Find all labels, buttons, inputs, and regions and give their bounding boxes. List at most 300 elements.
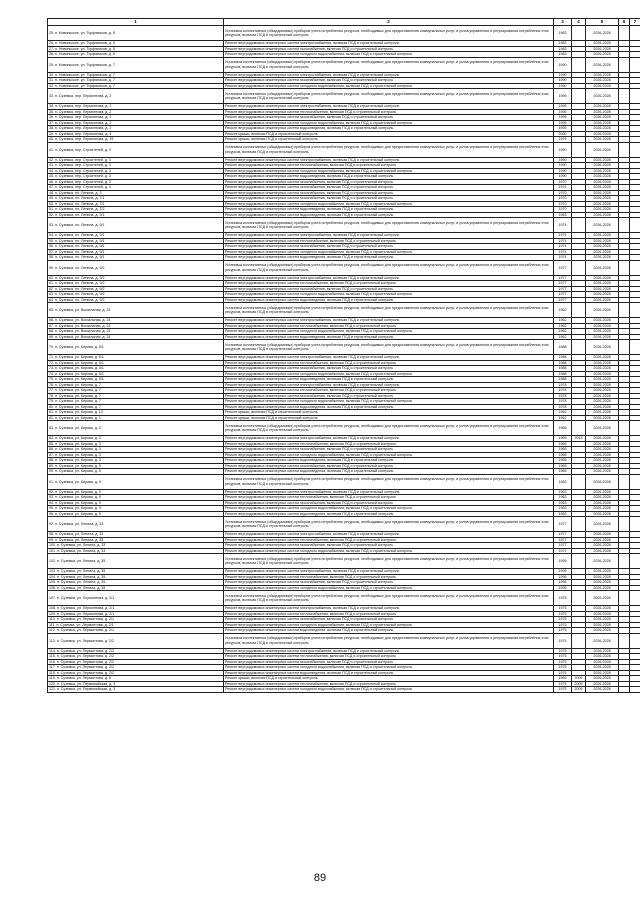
work-type-cell: Ремонт внутридомовых инженерных систем газоснабжения, включая ПСД и строительный контроль bbox=[224, 46, 554, 52]
empty-cell bbox=[630, 687, 640, 693]
work-type-cell: Ремонт внутридомовых инженерных систем электроснабжения, включая ПСД и строительный контроль bbox=[224, 606, 554, 612]
work-type-cell: Ремонт внутридомовых инженерных систем теплоснабжения, включая ПСД и строительный контроль bbox=[224, 441, 554, 447]
year-cell: 1975 bbox=[554, 606, 572, 612]
column-number: 2 bbox=[224, 19, 554, 26]
address-cell: 44. п. Суземка, пер. Строителей, д. 3 bbox=[48, 168, 224, 174]
address-cell: 34. п. Суземка, пер. Лермонтова, д. 2 bbox=[48, 104, 224, 110]
period-cell: 2026-2028 bbox=[586, 469, 619, 475]
address-cell: 27. п. Новиньское, ул. Торфяников, д. 5 bbox=[48, 46, 224, 52]
work-type-cell: Ремонт внутридомовых инженерных систем водоотведения, включая ПСД и строительный контроль bbox=[224, 334, 554, 340]
period-cell: 2026-2028 bbox=[586, 500, 619, 506]
period-cell: 2026-2028 bbox=[586, 659, 619, 665]
year-cell: 1995 bbox=[554, 580, 572, 586]
period-cell: 2026-2028 bbox=[586, 628, 619, 634]
address-cell: 28. п. Новиньское, ул. Торфяников, д. 5 bbox=[48, 52, 224, 58]
year-cell: 1970 bbox=[554, 196, 572, 202]
year-cell: 1974 bbox=[554, 244, 572, 250]
address-cell: 79. п. Суземка, ул. Кирова, д. 7 bbox=[48, 399, 224, 405]
work-type-cell: Ремонт внутридомовых инженерных систем электроснабжения, включая ПСД и строительный контроль bbox=[224, 72, 554, 78]
empty-cell bbox=[630, 218, 640, 233]
year-cell: 1974 bbox=[554, 233, 572, 239]
period-cell: 2026-2028 bbox=[586, 275, 619, 281]
column-number: 4 bbox=[572, 19, 586, 26]
empty-cell bbox=[630, 26, 640, 41]
year-cell: 1978 bbox=[554, 393, 572, 399]
address-cell: 69. п. Суземка, ул. Вокзальная, д. 24 bbox=[48, 334, 224, 340]
empty-cell bbox=[619, 554, 630, 569]
year-cell: 1975 bbox=[554, 611, 572, 617]
period-cell: 2026-2028 bbox=[586, 580, 619, 586]
period-cell: 2026-2028 bbox=[586, 46, 619, 52]
address-cell: 96. п. Суземка, ул. Кирова, д. 9 bbox=[48, 511, 224, 517]
empty-cell bbox=[630, 517, 640, 532]
address-cell: 89. п. Суземка, ул. Кирова, д. 5 bbox=[48, 463, 224, 469]
extra-year-cell bbox=[572, 26, 586, 41]
period-cell: 2026-2028 bbox=[586, 201, 619, 207]
period-cell: 2026-2028 bbox=[586, 489, 619, 495]
year-cell: 1963 bbox=[554, 474, 572, 489]
year-cell: 1975 bbox=[554, 628, 572, 634]
work-type-cell: Ремонт внутридомовых инженерных систем водоотведения, включая ПСД и строительный контроль bbox=[224, 207, 554, 213]
empty-cell bbox=[619, 633, 630, 648]
year-cell: 1963 bbox=[554, 489, 572, 495]
period-cell: 2026-2028 bbox=[586, 441, 619, 447]
period-cell: 2026-2028 bbox=[586, 377, 619, 383]
page-number: 89 bbox=[313, 872, 327, 884]
work-type-cell: Ремонт внутридомовых инженерных систем газоснабжения, включая ПСД и строительный контроль bbox=[224, 393, 554, 399]
extra-year-cell bbox=[572, 421, 586, 436]
work-type-cell: Ремонт внутридомовых инженерных систем холодного водоснабжения, включая ПСД и строительный контроль bbox=[224, 120, 554, 126]
address-cell: 76. п. Суземка, ул. Кирова, д. 7 bbox=[48, 382, 224, 388]
period-cell: 2026-2028 bbox=[586, 543, 619, 549]
empty-cell bbox=[630, 260, 640, 275]
period-cell: 2026-2028 bbox=[586, 323, 619, 329]
year-cell: 1990 bbox=[554, 142, 572, 157]
extra-year-cell bbox=[572, 57, 586, 72]
address-cell: 51. п. Суземка, пл. Ленина, д. 7/2 bbox=[48, 207, 224, 213]
column-number: 7 bbox=[630, 19, 640, 26]
period-cell: 2026-2028 bbox=[586, 537, 619, 543]
period-cell: 2026-2028 bbox=[586, 260, 619, 275]
year-cell: 1963 bbox=[554, 506, 572, 512]
work-type-cell: Ремонт внутридомовых инженерных систем водоотведения, включая ПСД и строительный контроль bbox=[224, 511, 554, 517]
period-cell: 2026-2028 bbox=[586, 334, 619, 340]
address-cell: 65. п. Суземка, ул. Вокзальная, д. 24 bbox=[48, 303, 224, 318]
year-cell: 1975 bbox=[554, 687, 572, 693]
period-cell: 2026-2028 bbox=[586, 421, 619, 436]
address-cell: 52. п. Суземка, пл. Ленина, д. 9/1 bbox=[48, 212, 224, 218]
work-type-cell: Ремонт внутридомовых инженерных систем водоотведения, включая ПСД и строительный контроль bbox=[224, 297, 554, 303]
empty-cell bbox=[619, 260, 630, 275]
empty-cell bbox=[619, 340, 630, 355]
year-cell: 1965 bbox=[554, 458, 572, 464]
work-type-cell: Ремонт внутридомовых инженерных систем электроснабжения, включая ПСД и строительный контроль bbox=[224, 489, 554, 495]
empty-cell bbox=[630, 57, 640, 72]
address-cell: 118. п. Суземка, ул. Лермонтова, д. 2/2 bbox=[48, 670, 224, 676]
work-type-cell: Ремонт внутридомовых инженерных систем электроснабжения, включая ПСД и строительный контроль bbox=[224, 355, 554, 361]
year-cell: 1962 bbox=[554, 334, 572, 340]
address-cell: 106. п. Суземка, ул. Ленина, д. 35 bbox=[48, 585, 224, 591]
year-cell: 1969 bbox=[554, 676, 572, 682]
year-cell: 1995 bbox=[554, 120, 572, 126]
table-row bbox=[48, 633, 640, 648]
work-type-cell: Ремонт внутридомовых инженерных систем электроснабжения, включая ПСД и строительный контроль bbox=[224, 648, 554, 654]
work-type-cell: Ремонт внутридомовых инженерных систем холодного водоснабжения, включая ПСД и строительный контроль bbox=[224, 585, 554, 591]
period-cell: 2026-2028 bbox=[586, 52, 619, 58]
work-type-cell: Ремонт внутридомовых инженерных систем теплоснабжения, включая ПСД и строительный контроль bbox=[224, 238, 554, 244]
period-cell: 2026-2028 bbox=[586, 393, 619, 399]
address-cell: 39. п. Суземка, пер. Лермонтова, д. 4 bbox=[48, 131, 224, 137]
empty-cell bbox=[619, 303, 630, 318]
work-type-cell: Ремонт внутридомовых инженерных систем электроснабжения, включая ПСД и строительный контроль bbox=[224, 157, 554, 163]
work-type-cell: Ремонт внутридомовых инженерных систем холодного водоснабжения, включая ПСД и строительный контроль bbox=[224, 292, 554, 298]
year-cell: 1962 bbox=[554, 318, 572, 324]
address-cell: 97. п. Суземка, ул. Ленина, д. 33 bbox=[48, 517, 224, 532]
extra-year-cell: 2009 bbox=[572, 676, 586, 682]
period-cell: 2026-2028 bbox=[586, 463, 619, 469]
work-type-cell: Ремонт внутридомовых инженерных систем водоотведения, включая ПСД и строительный контроль bbox=[224, 174, 554, 180]
work-type-cell: Ремонт внутридомовых инженерных систем холодного водоснабжения, включая ПСД и строительный контроль bbox=[224, 452, 554, 458]
period-cell: 2026-2028 bbox=[586, 126, 619, 132]
work-type-cell: Ремонт крыши, включая ПСД и строительный контроль bbox=[224, 410, 554, 416]
address-cell: 107. п. Суземка, ул. Лермонтова, д. 2/1 bbox=[48, 591, 224, 606]
period-cell: 2026-2028 bbox=[586, 26, 619, 41]
work-type-cell: Установка коллективных (общедомовых) приборов учета потребления ресурсов, необходимых для предоставления коммунальных услуг, и узлов управления и регулирования потребления этих ресурсов, включая ПСД и строительный контроль bbox=[224, 57, 554, 72]
table-row bbox=[48, 687, 640, 693]
year-cell: 1988 bbox=[554, 355, 572, 361]
year-cell: 1978 bbox=[554, 399, 572, 405]
year-cell: 1953 bbox=[554, 212, 572, 218]
year-cell: 1975 bbox=[554, 648, 572, 654]
empty-cell bbox=[619, 142, 630, 157]
address-cell: 90. п. Суземка, ул. Кирова, д. 5 bbox=[48, 469, 224, 475]
year-cell: 1977 bbox=[554, 292, 572, 298]
address-cell: 104. п. Суземка, ул. Ленина, д. 35 bbox=[48, 574, 224, 580]
work-type-cell: Установка коллективных (общедомовых) приборов учета потребления ресурсов, необходимых для предоставления коммунальных услуг, и узлов управления и регулирования потребления этих ресурсов, включая ПСД и строительный контроль bbox=[224, 89, 554, 104]
work-type-cell: Ремонт внутридомовых инженерных систем холодного водоснабжения, включая ПСД и строительный контроль bbox=[224, 399, 554, 405]
year-cell: 1974 bbox=[554, 249, 572, 255]
table-row bbox=[48, 260, 640, 275]
table-body bbox=[48, 19, 640, 693]
work-type-cell: Установка коллективных (общедомовых) приборов учета потребления ресурсов, необходимых для предоставления коммунальных услуг, и узлов управления и регулирования потребления этих ресурсов, включая ПСД и строительный контроль bbox=[224, 554, 554, 569]
year-cell: 1977 bbox=[554, 275, 572, 281]
period-cell: 2026-2028 bbox=[586, 179, 619, 185]
address-cell: 36. п. Суземка, пер. Лермонтова, д. 2 bbox=[48, 115, 224, 121]
table-row bbox=[48, 89, 640, 104]
work-type-cell: Установка коллективных (общедомовых) приборов учета потребления ресурсов, необходимых для предоставления коммунальных услуг, и узлов управления и регулирования потребления этих ресурсов, включая ПСД и строительный контроль bbox=[224, 26, 554, 41]
address-cell: 80. п. Суземка, ул. Кирова, д. 7 bbox=[48, 404, 224, 410]
address-cell: 88. п. Суземка, ул. Кирова, д. 3 bbox=[48, 458, 224, 464]
work-type-cell: Ремонт внутридомовых инженерных систем газоснабжения, включая ПСД и строительный контроль bbox=[224, 659, 554, 665]
work-type-cell: Ремонт внутридомовых инженерных систем теплоснабжения, включая ПСД и строительный контроль bbox=[224, 537, 554, 543]
year-cell: 1983 bbox=[554, 52, 572, 58]
year-cell: 1965 bbox=[554, 452, 572, 458]
work-type-cell: Ремонт внутридомовых инженерных систем холодного водоснабжения, включая ПСД и строительный контроль bbox=[224, 665, 554, 671]
address-cell: 116. п. Суземка, ул. Лермонтова, д. 2/2 bbox=[48, 659, 224, 665]
year-cell: 1975 bbox=[554, 681, 572, 687]
year-cell: 1978 bbox=[554, 404, 572, 410]
empty-cell bbox=[630, 89, 640, 104]
period-cell: 2026-2028 bbox=[586, 532, 619, 538]
extra-year-cell: 2015 bbox=[572, 436, 586, 442]
extra-year-cell bbox=[572, 340, 586, 355]
work-type-cell: Ремонт внутридомовых инженерных систем водоотведения, включая ПСД и строительный контроль bbox=[224, 469, 554, 475]
extra-year-cell bbox=[572, 517, 586, 532]
empty-cell bbox=[619, 517, 630, 532]
address-cell: 81. п. Суземка, ул. Кирова, д. 13 bbox=[48, 410, 224, 416]
extra-year-cell bbox=[572, 633, 586, 648]
address-cell: 87. п. Суземка, ул. Кирова, д. 3 bbox=[48, 452, 224, 458]
period-cell: 2026-2028 bbox=[586, 131, 619, 137]
year-cell: 1978 bbox=[554, 388, 572, 394]
year-cell: 1995 bbox=[554, 126, 572, 132]
address-cell: 105. п. Суземка, ул. Ленина, д. 35 bbox=[48, 580, 224, 586]
address-cell: 30. п. Новиньское, ул. Торфяников, д. 7 bbox=[48, 72, 224, 78]
work-type-cell: Установка коллективных (общедомовых) приборов учета потребления ресурсов, необходимых для предоставления коммунальных услуг, и узлов управления и регулирования потребления этих ресурсов, включая ПСД и строительный контроль bbox=[224, 260, 554, 275]
year-cell: 1978 bbox=[554, 382, 572, 388]
period-cell: 2026-2028 bbox=[586, 458, 619, 464]
year-cell: 1990 bbox=[554, 72, 572, 78]
period-cell: 2026-2028 bbox=[586, 676, 619, 682]
address-cell: 84. п. Суземка, ул. Кирова, д. 3 bbox=[48, 436, 224, 442]
table-row bbox=[48, 26, 640, 41]
year-cell: 1977 bbox=[554, 286, 572, 292]
extra-year-cell: 2009 bbox=[572, 687, 586, 693]
address-cell: 70. п. Суземка, ул. Кирова, д. 5/1 bbox=[48, 340, 224, 355]
year-cell: 1988 bbox=[554, 377, 572, 383]
address-cell: 78. п. Суземка, ул. Кирова, д. 7 bbox=[48, 393, 224, 399]
year-cell: 1962 bbox=[554, 329, 572, 335]
period-cell: 2026-2028 bbox=[586, 648, 619, 654]
period-cell: 2026-2028 bbox=[586, 190, 619, 196]
year-cell: 1974 bbox=[554, 238, 572, 244]
period-cell: 2026-2028 bbox=[586, 404, 619, 410]
work-type-cell: Ремонт внутридомовых инженерных систем водоотведения, включая ПСД и строительный контроль bbox=[224, 126, 554, 132]
year-cell: 1988 bbox=[554, 366, 572, 372]
work-type-cell: Ремонт внутридомовых инженерных систем водоотведения, включая ПСД и строительный контроль bbox=[224, 404, 554, 410]
work-type-cell: Ремонт внутридомовых инженерных систем газоснабжения, включая ПСД и строительный контроль bbox=[224, 244, 554, 250]
work-type-cell: Ремонт внутридомовых инженерных систем электроснабжения, включая ПСД и строительный контроль bbox=[224, 436, 554, 442]
year-cell: 1975 bbox=[554, 654, 572, 660]
table-row bbox=[48, 142, 640, 157]
period-cell: 2026-2028 bbox=[586, 633, 619, 648]
address-cell: 61. п. Суземка, пл. Ленина, д. 9/2 bbox=[48, 281, 224, 287]
work-type-cell: Ремонт внутридомовых инженерных систем газоснабжения, включая ПСД и строительный контроль bbox=[224, 185, 554, 191]
year-cell: 1995 bbox=[554, 104, 572, 110]
year-cell: 1995 bbox=[554, 569, 572, 575]
address-cell: 47. п. Суземка, пер. Строителей, д. 4 bbox=[48, 185, 224, 191]
year-cell: 1995 bbox=[554, 109, 572, 115]
year-cell: 1990 bbox=[554, 174, 572, 180]
column-number: 6 bbox=[619, 19, 630, 26]
year-cell: 1962 bbox=[554, 323, 572, 329]
work-type-cell: Ремонт внутридомовых инженерных систем холодного водоснабжения, включая ПСД и строительный контроль bbox=[224, 249, 554, 255]
column-number-row bbox=[48, 19, 640, 26]
address-cell: 32. п. Новиньское, ул. Торфяников, д. 7 bbox=[48, 83, 224, 89]
work-type-cell: Установка коллективных (общедомовых) приборов учета потребления ресурсов, необходимых для предоставления коммунальных услуг, и узлов управления и регулирования потребления этих ресурсов, включая ПСД и строительный контроль bbox=[224, 340, 554, 355]
period-cell: 2026-2028 bbox=[586, 670, 619, 676]
address-cell: 29. п. Новиньское, ул. Торфяников, д. 7 bbox=[48, 57, 224, 72]
year-cell: 1979 bbox=[554, 137, 572, 143]
period-cell: 2026-2028 bbox=[586, 249, 619, 255]
address-cell: 64. п. Суземка, пл. Ленина, д. 9/2 bbox=[48, 297, 224, 303]
year-cell: 1977 bbox=[554, 297, 572, 303]
empty-cell bbox=[619, 57, 630, 72]
column-number: 5 bbox=[586, 19, 619, 26]
period-cell: 2026-2028 bbox=[586, 511, 619, 517]
work-type-cell: Ремонт внутридомовых инженерных систем газоснабжения, включая ПСД и строительный контроль bbox=[224, 366, 554, 372]
address-cell: 38. п. Суземка, пер. Лермонтова, д. 2 bbox=[48, 126, 224, 132]
work-type-cell: Ремонт внутридомовых инженерных систем водоотведения, включая ПСД и строительный контроль bbox=[224, 212, 554, 218]
work-type-cell: Ремонт внутридомовых инженерных систем газоснабжения, включая ПСД и строительный контроль bbox=[224, 78, 554, 84]
address-cell: 100. п. Суземка, ул. Ленина, д. 33 bbox=[48, 543, 224, 549]
address-cell: 46. п. Суземка, пер. Строителей, д. 3 bbox=[48, 179, 224, 185]
year-cell: 1963 bbox=[554, 500, 572, 506]
period-cell: 2026-2028 bbox=[586, 569, 619, 575]
address-cell: 45. п. Суземка, пер. Строителей, д. 3 bbox=[48, 174, 224, 180]
year-cell: 1965 bbox=[554, 436, 572, 442]
period-cell: 2026-2028 bbox=[586, 286, 619, 292]
work-type-cell: Ремонт внутридомовых инженерных систем водоотведения, включая ПСД и строительный контроль bbox=[224, 255, 554, 261]
work-type-cell: Ремонт внутридомовых инженерных систем теплоснабжения, включая ПСД и строительный контроль bbox=[224, 574, 554, 580]
period-cell: 2026-2028 bbox=[586, 585, 619, 591]
period-cell: 2026-2028 bbox=[586, 78, 619, 84]
year-cell: 1975 bbox=[554, 665, 572, 671]
extra-year-cell bbox=[572, 260, 586, 275]
year-cell: 1965 bbox=[554, 441, 572, 447]
address-cell: 60. п. Суземка, пл. Ленина, д. 9/2 bbox=[48, 275, 224, 281]
table-row bbox=[48, 421, 640, 436]
address-cell: 86. п. Суземка, ул. Кирова, д. 3 bbox=[48, 447, 224, 453]
period-cell: 2026-2028 bbox=[586, 281, 619, 287]
work-type-cell: Ремонт крыши, включая ПСД и строительный контроль bbox=[224, 131, 554, 137]
address-cell: 85. п. Суземка, ул. Кирова, д. 3 bbox=[48, 441, 224, 447]
work-type-cell: Ремонт внутридомовых инженерных систем водоотведения, включая ПСД и строительный контроль bbox=[224, 458, 554, 464]
year-cell: 1995 bbox=[554, 554, 572, 569]
year-cell: 1977 bbox=[554, 543, 572, 549]
address-cell: 42. п. Суземка, пер. Строителей, д. 3 bbox=[48, 157, 224, 163]
table-row bbox=[48, 57, 640, 72]
work-type-cell: Ремонт внутридомовых инженерных систем холодного водоснабжения, включая ПСД и строительный контроль bbox=[224, 201, 554, 207]
address-cell: 75. п. Суземка, ул. Кирова, д. 5/1 bbox=[48, 377, 224, 383]
year-cell: 1970 bbox=[554, 201, 572, 207]
period-cell: 2026-2028 bbox=[586, 474, 619, 489]
address-cell: 101. п. Суземка, ул. Ленина, д. 33 bbox=[48, 548, 224, 554]
address-cell: 83. п. Суземка, ул. Кирова, д. 3 bbox=[48, 421, 224, 436]
period-cell: 2026-2028 bbox=[586, 517, 619, 532]
work-type-cell: Ремонт внутридомовых инженерных систем электроснабжения, включая ПСД и строительный контроль bbox=[224, 532, 554, 538]
address-cell: 115. п. Суземка, ул. Лермонтова, д. 2/2 bbox=[48, 654, 224, 660]
year-cell: 1965 bbox=[554, 421, 572, 436]
address-cell: 62. п. Суземка, пл. Ленина, д. 9/2 bbox=[48, 286, 224, 292]
work-type-cell: Ремонт внутридомовых инженерных систем газоснабжения, включая ПСД и строительный контроль bbox=[224, 115, 554, 121]
table-row bbox=[48, 591, 640, 606]
address-cell: 112. п. Суземка, ул. Лермонтова, д. 2/1 bbox=[48, 628, 224, 634]
work-type-cell: Ремонт внутридомовых инженерных систем теплоснабжения, включая ПСД и строительный контроль bbox=[224, 611, 554, 617]
period-cell: 2026-2028 bbox=[586, 89, 619, 104]
work-type-cell: Ремонт внутридомовых инженерных систем электроснабжения, включая ПСД и строительный контроль bbox=[224, 104, 554, 110]
year-cell: 1975 bbox=[554, 622, 572, 628]
work-type-cell: Ремонт внутридомовых инженерных систем электроснабжения, включая ПСД и строительный контроль bbox=[224, 41, 554, 47]
work-type-cell: Установка коллективных (общедомовых) приборов учета потребления ресурсов, необходимых для предоставления коммунальных услуг, и узлов управления и регулирования потребления этих ресурсов, включая ПСД и строительный контроль bbox=[224, 421, 554, 436]
work-type-cell: Ремонт внутридомовых инженерных систем холодного водоснабжения, включая ПСД и строительный контроль bbox=[224, 548, 554, 554]
year-cell: 1974 bbox=[554, 185, 572, 191]
empty-cell bbox=[619, 218, 630, 233]
extra-year-cell bbox=[572, 218, 586, 233]
work-type-cell: Ремонт внутридомовых инженерных систем теплоснабжения, включая ПСД и строительный контроль bbox=[224, 388, 554, 394]
address-cell: 108. п. Суземка, ул. Лермонтова, д. 2/1 bbox=[48, 606, 224, 612]
period-cell: 2026-2028 bbox=[586, 382, 619, 388]
period-cell: 2026-2028 bbox=[586, 168, 619, 174]
period-cell: 2026-2028 bbox=[586, 174, 619, 180]
period-cell: 2026-2028 bbox=[586, 452, 619, 458]
work-type-cell: Ремонт внутридомовых инженерных систем газоснабжения, включая ПСД и строительный контроль bbox=[224, 196, 554, 202]
address-cell: 114. п. Суземка, ул. Лермонтова, д. 2/2 bbox=[48, 648, 224, 654]
year-cell: 1965 bbox=[554, 463, 572, 469]
work-type-cell: Ремонт внутридомовых инженерных систем газоснабжения, включая ПСД и строительный контроль bbox=[224, 179, 554, 185]
period-cell: 2026-2028 bbox=[586, 115, 619, 121]
address-cell: 95. п. Суземка, ул. Кирова, д. 9 bbox=[48, 506, 224, 512]
work-type-cell: Ремонт внутридомовых инженерных систем холодного водоснабжения, включая ПСД и строительный контроль bbox=[224, 329, 554, 335]
work-type-cell: Ремонт внутридомовых инженерных систем теплоснабжения, включая ПСД и строительный контроль bbox=[224, 681, 554, 687]
period-cell: 2026-2028 bbox=[586, 57, 619, 72]
year-cell: 1977 bbox=[554, 517, 572, 532]
period-cell: 2026-2028 bbox=[586, 355, 619, 361]
period-cell: 2026-2028 bbox=[586, 360, 619, 366]
year-cell: 1977 bbox=[554, 281, 572, 287]
period-cell: 2026-2028 bbox=[586, 104, 619, 110]
work-type-cell: Ремонт крыши, включая ПСД и строительный контроль bbox=[224, 415, 554, 421]
address-cell: 121. п. Суземка, ул. Первомайская, д. 3 bbox=[48, 687, 224, 693]
capital-repair-table bbox=[47, 18, 640, 693]
year-cell: 1975 bbox=[554, 591, 572, 606]
address-cell: 92. п. Суземка, ул. Кирова, д. 9 bbox=[48, 489, 224, 495]
period-cell: 2026-2028 bbox=[586, 329, 619, 335]
address-cell: 53. п. Суземка, пл. Ленина, д. 9/1 bbox=[48, 218, 224, 233]
period-cell: 2026-2028 bbox=[586, 318, 619, 324]
work-type-cell: Ремонт внутридомовых инженерных систем водоотведения, включая ПСД и строительный контроль bbox=[224, 377, 554, 383]
year-cell: 1990 bbox=[554, 83, 572, 89]
period-cell: 2026-2028 bbox=[586, 366, 619, 372]
period-cell: 2026-2028 bbox=[586, 185, 619, 191]
period-cell: 2026-2028 bbox=[586, 207, 619, 213]
work-type-cell: Установка коллективных (общедомовых) приборов учета потребления ресурсов, необходимых для предоставления коммунальных услуг, и узлов управления и регулирования потребления этих ресурсов, включая ПСД и строительный контроль bbox=[224, 142, 554, 157]
address-cell: 50. п. Суземка, пл. Ленина, д. 7/1 bbox=[48, 201, 224, 207]
extra-year-cell bbox=[572, 303, 586, 318]
period-cell: 2026-2028 bbox=[586, 495, 619, 501]
period-cell: 2026-2028 bbox=[586, 238, 619, 244]
year-cell: 1975 bbox=[554, 659, 572, 665]
period-cell: 2026-2028 bbox=[586, 611, 619, 617]
work-type-cell: Ремонт внутридомовых инженерных систем водоотведения, включая ПСД и строительный контроль bbox=[224, 628, 554, 634]
period-cell: 2026-2028 bbox=[586, 163, 619, 169]
work-type-cell: Ремонт внутридомовых инженерных систем холодного водоснабжения, включая ПСД и строительный контроль bbox=[224, 506, 554, 512]
period-cell: 2026-2028 bbox=[586, 606, 619, 612]
work-type-cell: Установка коллективных (общедомовых) приборов учета потребления ресурсов, необходимых для предоставления коммунальных услуг, и узлов управления и регулирования потребления этих ресурсов, включая ПСД и строительный контроль bbox=[224, 303, 554, 318]
address-cell: 120. п. Суземка, ул. Первомайская, д. 3 bbox=[48, 681, 224, 687]
work-type-cell: Ремонт внутридомовых инженерных систем холодного водоснабжения, включая ПСД и строительный контроль bbox=[224, 371, 554, 377]
period-cell: 2026-2028 bbox=[586, 233, 619, 239]
work-type-cell: Ремонт внутридомовых инженерных систем холодного водоснабжения, включая ПСД и строительный контроль bbox=[224, 83, 554, 89]
period-cell: 2026-2028 bbox=[586, 218, 619, 233]
address-cell: 110. п. Суземка, ул. Лермонтова, д. 2/1 bbox=[48, 617, 224, 623]
address-cell: 55. п. Суземка, пл. Ленина, д. 9/1 bbox=[48, 238, 224, 244]
year-cell: 1977 bbox=[554, 548, 572, 554]
address-cell: 33. п. Суземка, пер. Лермонтова, д. 2 bbox=[48, 89, 224, 104]
period-cell: 2026-2028 bbox=[586, 157, 619, 163]
work-type-cell: Ремонт внутридомовых инженерных систем газоснабжения, включая ПСД и строительный контроль bbox=[224, 190, 554, 196]
year-cell: 1988 bbox=[554, 340, 572, 355]
